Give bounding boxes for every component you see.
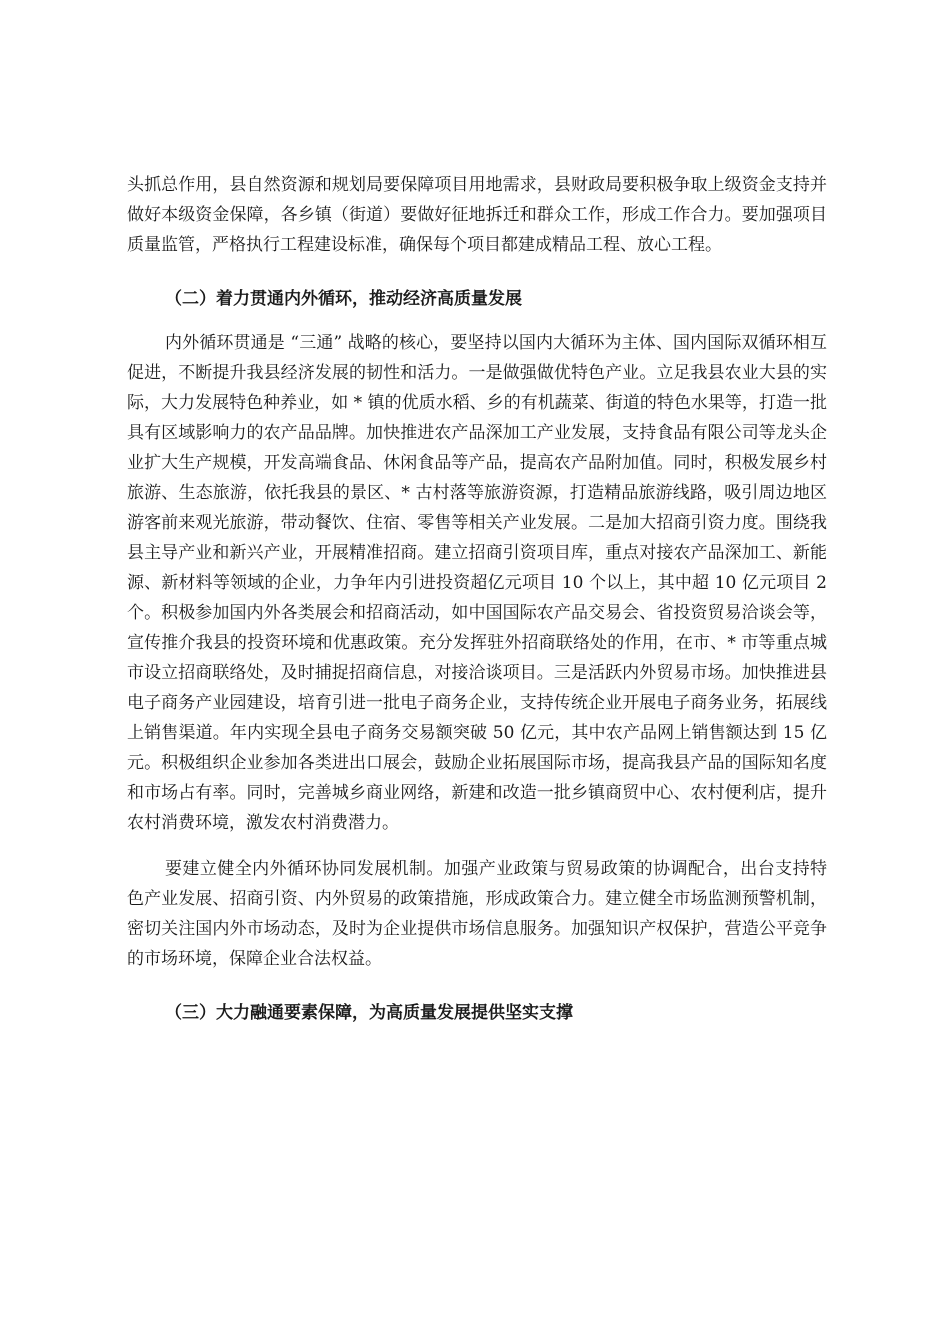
paragraph-section-2-body: 内外循环贯通是 “三通” 战略的核心，要坚持以国内大循环为主体、国内国际双循环相互促进，不断提升我县经济发展的韧性和活力。一是做强做优特色产业。立足我县农业大县的实际，大力发展特色种养业，如 * 镇的优质水稻、乡的有机蔬菜、街道的特色水果等，打造一批具有区域影响力的农产品品牌。加快推进农产品深加工产业发展，支持食品有限公司等龙头企业扩大生产规模，开发高端食品、休闲食品等产品，提高农产品附加值。同时，积极发展乡村旅游、生态旅游，依托我县的景区、* 古村落等旅游资源，打造精品旅游线路，吸引周边地区游客前来观光旅游，带动餐饮、住宿、零售等相关产业发展。二是加大招商引资力度。围绕我县主导产业和新兴产业，开展精准招商。建立招商引资项目库，重点对接农产品深加工、新能源、新材料等领域的企业，力争年内引进投资超亿元项目 10 个以上，其中超 10 亿元项目 2 个。积极参加国内外各类展会和招商活动，如中国国际农产品交易会、省投资贸易洽谈会等，宣传推介我县的投资环境和优惠政策。充分发挥驻外招商联络处的作用，在市、* 市等重点城市设立招商联络处，及时捕捉招商信息，对接洽谈项目。三是活跃内外贸易市场。加快推进县电子商务产业园建设，培育引进一批电子商务企业，支持传统企业开展电子商务业务，拓展线上销售渠道。年内实现全县电子商务交易额突破 50 亿元，其中农产品网上销售额达到 15 亿元。积极组织企业参加各类进出口展会，鼓励企业拓展国际市场，提高我县产品的国际知名度和市场占有率。同时，完善城乡商业网络，新建和改造一批乡镇商贸中心、农村便利店，提升农村消费环境，激发农村消费潜力。 <box>127 333 827 833</box>
document-page <box>127 170 827 1028</box>
paragraph-section-2-mechanism: 要建立健全内外循环协同发展机制。加强产业政策与贸易政策的协调配合，出台支持特色产业发展、招商引资、内外贸易的政策措施，形成政策合力。建立健全市场监测预警机制，密切关注国内外市场动态，及时为企业提供市场信息服务。加强知识产权保护，营造公平竞争的市场环境，保障企业合法权益。 <box>127 859 827 969</box>
section-heading-2: （二）着力贯通内外循环，推动经济高质量发展 <box>165 289 522 309</box>
paragraph-continuation: 头抓总作用，县自然资源和规划局要保障项目用地需求，县财政局要积极争取上级资金支持并做好本级资金保障，各乡镇（街道）要做好征地拆迁和群众工作，形成工作合力。要加强项目质量监管，严格执行工程建设标准，确保每个项目都建成精品工程、放心工程。 <box>127 175 827 255</box>
section-heading-3: （三）大力融通要素保障，为高质量发展提供坚实支撑 <box>165 1003 573 1023</box>
